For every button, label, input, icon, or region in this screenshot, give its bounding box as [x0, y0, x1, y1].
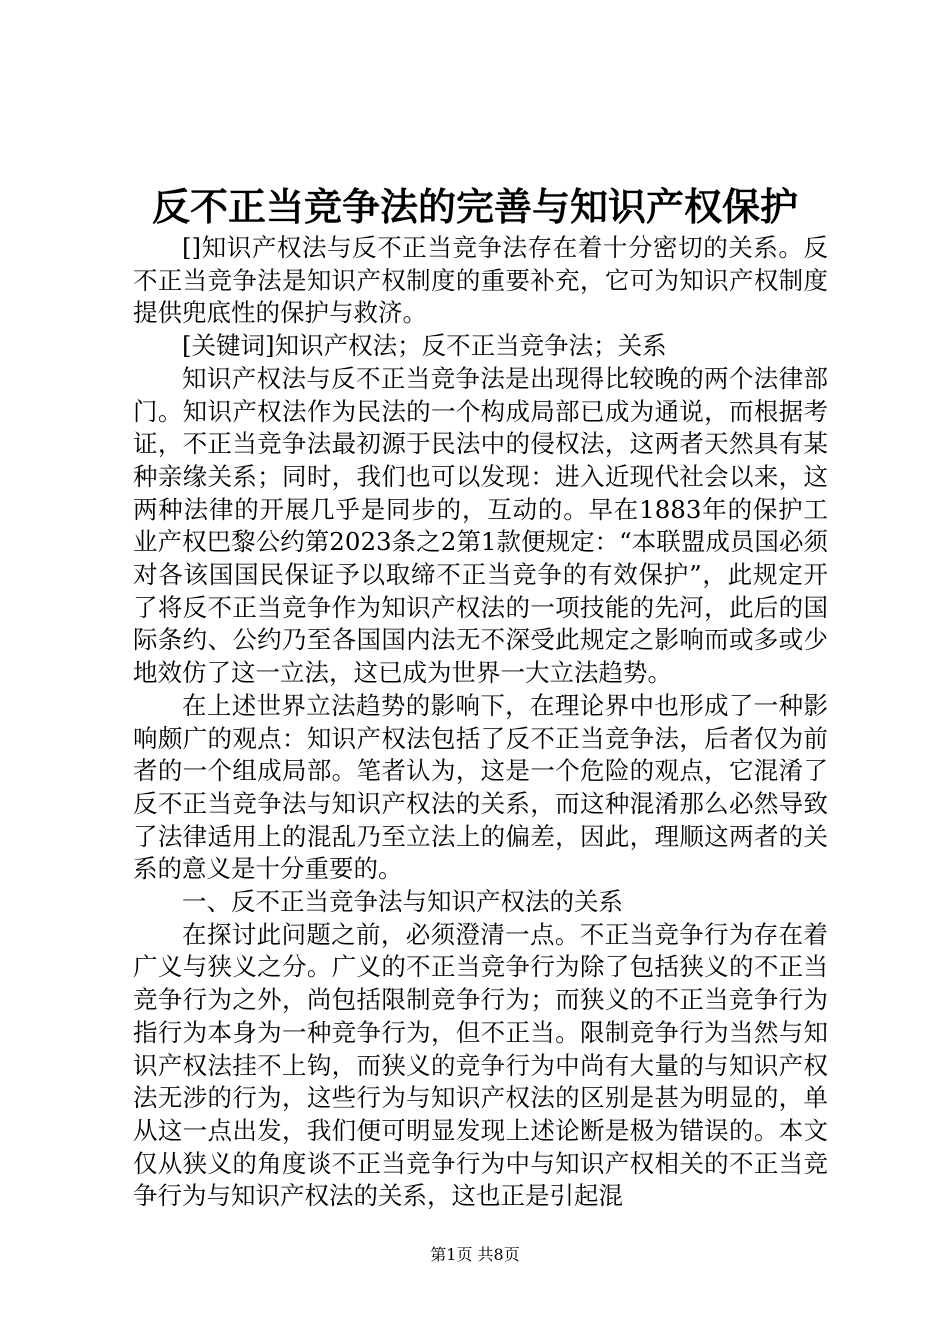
document-body [133, 232, 828, 1213]
page-footer: 第1页 共8页 [430, 1245, 520, 1264]
paragraph: 在探讨此问题之前，必须澄清一点。不正当竞争行为存在着广义与狭义之分。广义的不正当竞争行为除了包括狭义的不正当竞争行为之外，尚包括限制竞争行为；而狭义的不正当竞争行为指行为本身为一种竞争行为，但不正当。限制竞争行为当然与知识产权法挂不上钩，而狭义的竞争行为中尚有大量的与知识产权法无涉的行为，这些行为与知识产权法的区别是甚为明显的，单从这一点出发，我们便可明显发现上述论断是极为错误的。本文仅从狭义的角度谈不正当竞争行为中与知识产权相关的不正当竞争行为与知识产权法的关系，这也正是引起混 [133, 919, 828, 1211]
paragraph-abstract: []知识产权法与反不正当竞争法存在着十分密切的关系。反不正当竞争法是知识产权制度的重要补充，它可为知识产权制度提供兜底性的保护与救济。 [133, 233, 828, 328]
paragraph-keywords: [关键词]知识产权法；反不正当竞争法；关系 [182, 331, 667, 361]
paragraph: 知识产权法与反不正当竞争法是出现得比较晚的两个法律部门。知识产权法作为民法的一个构成局部已成为通说，而根据考证，不正当竞争法最初源于民法中的侵权法，这两者天然具有某种亲缘关系；同时，我们也可以发现：进入近现代社会以来，这两种法律的开展几乎是同步的，互动的。早在1883年的保护工业产权巴黎公约第2023条之2第1款便规定：“本联盟成员国必须对各该国国民保证予以取缔不正当竞争的有效保护”，此规定开了将反不正当竞争作为知识产权法的一项技能的先河，此后的国际条约、公约乃至各国国内法无不深受此规定之影响而或多或少地效仿了这一立法，这已成为世界一大立法趋势。 [133, 363, 828, 688]
paragraph: 在上述世界立法趋势的影响下，在理论界中也形成了一种影响颇广的观点：知识产权法包括了反不正当竞争法，后者仅为前者的一个组成局部。笔者认为，这是一个危险的观点，它混淆了反不正当竞争法与知识产权法的关系，而这种混淆那么必然导致了法律适用上的混乱乃至立法上的偏差，因此，理顺这两者的关系的意义是十分重要的。 [133, 690, 828, 884]
document-title: 反不正当竞争法的完善与知识产权保护 [151, 184, 798, 229]
section-heading: 一、反不正当竞争法与知识产权法的关系 [182, 887, 623, 917]
